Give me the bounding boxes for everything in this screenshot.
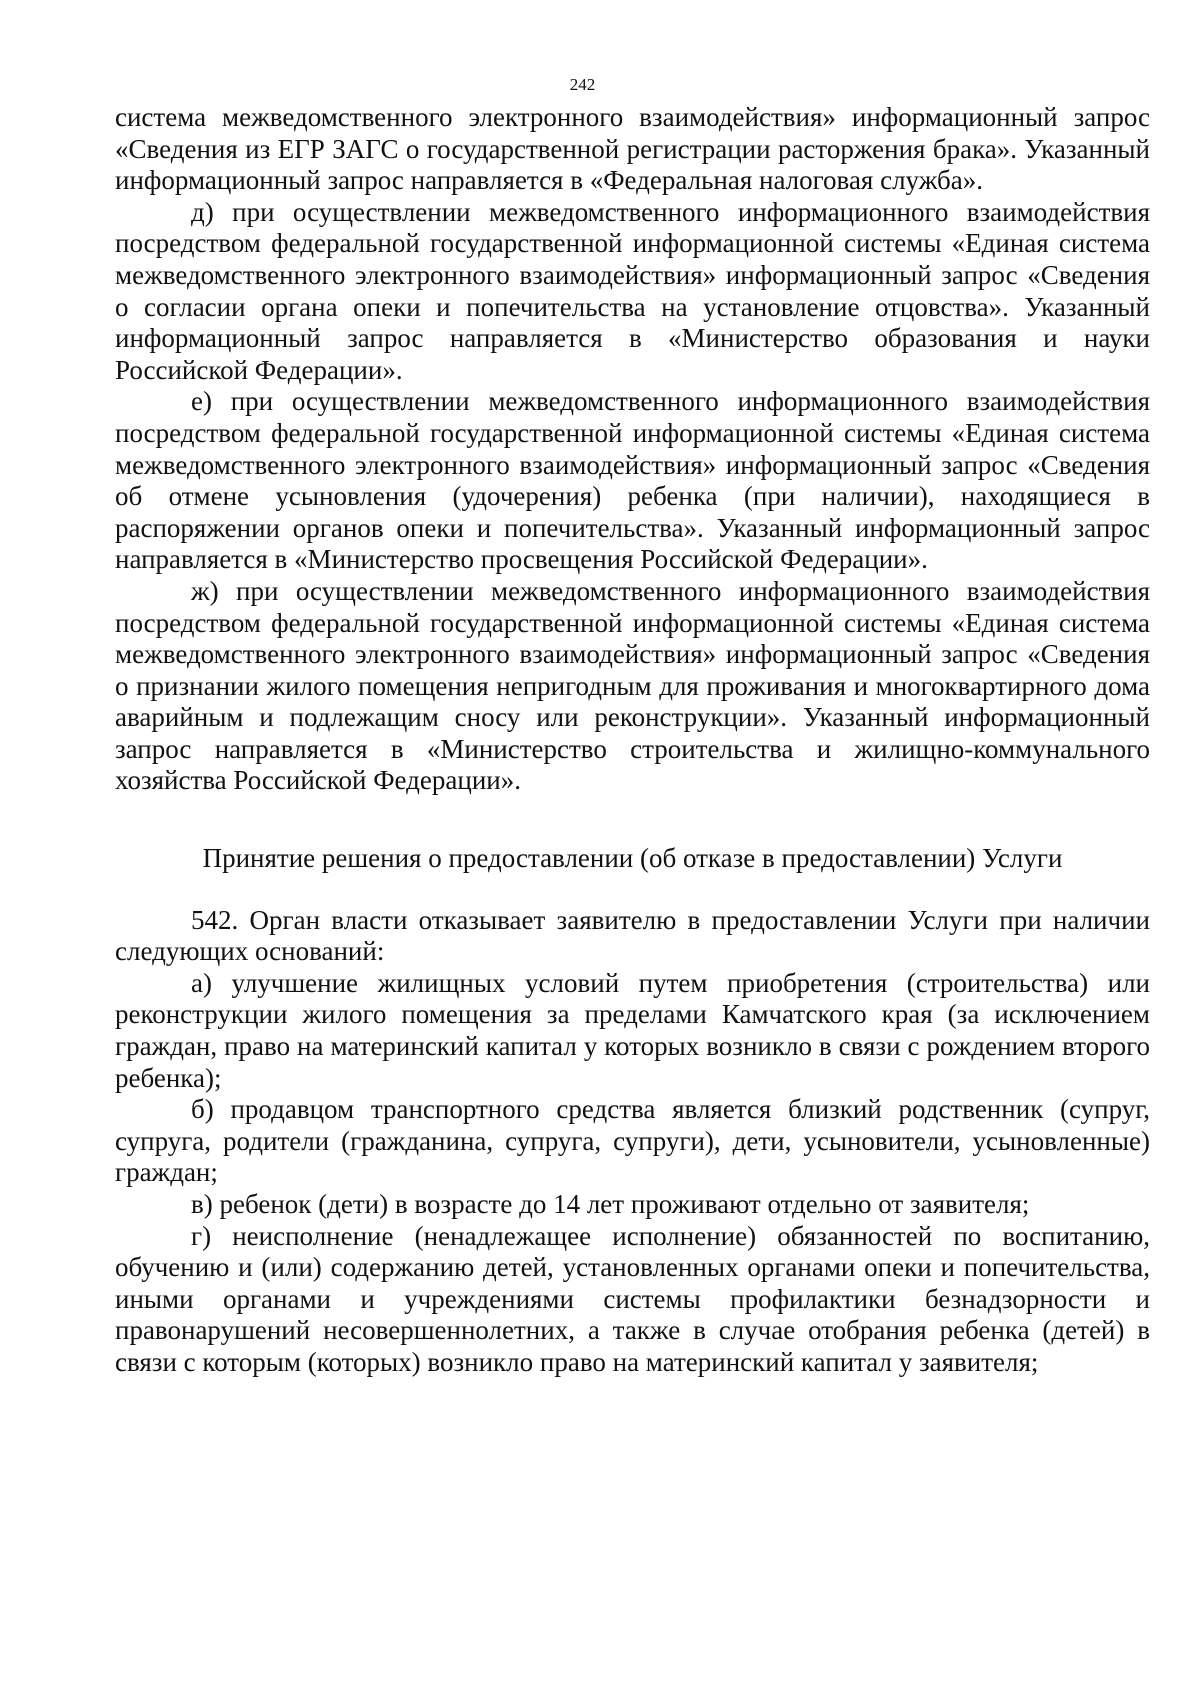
- body-text-bottom: [115, 905, 1150, 1379]
- paragraph: система межведомственного электронного взаимодействия» информационный запрос «Сведения из ЕГР ЗАГС о государственной регистрации расторжения брака». Указанный информационный запрос направляется в «Федеральная налоговая служба».: [115, 102, 1150, 196]
- paragraph: в) ребенок (дети) в возрасте до 14 лет проживают отдельно от заявителя;: [191, 1189, 1030, 1219]
- paragraph: б) продавцом транспортного средства является близкий родственник (супруг, супруга, родители (гражданина, супруга, супруги), дети, усыновители, усыновленные) граждан;: [115, 1094, 1150, 1188]
- paragraph: а) улучшение жилищных условий путем приобретения (строительства) или реконструкции жилого помещения за пределами Камчатского края (за исключением граждан, право на материнский капитал у которых возникло в связи с рождением второго ребенка);: [115, 967, 1150, 1093]
- body-text-top: [115, 102, 1150, 797]
- page-number: 242: [569, 75, 596, 94]
- paragraph: г) неисполнение (ненадлежащее исполнение) обязанностей по воспитанию, обучению и (или) содержанию детей, установленных органами опеки и попечительства, иными органами и учреждениями системы профилактики безнадзорности и правонарушений несовершеннолетних, а также в случае отобрания ребенка (детей) в связи с которым (которых) возникло право на материнский капитал у заявителя;: [115, 1220, 1150, 1377]
- section-heading: Принятие решения о предоставлении (об отказе в предоставлении) Услуги: [202, 843, 1063, 874]
- paragraph: 542. Орган власти отказывает заявителю в предоставлении Услуги при наличии следующих оснований:: [115, 904, 1150, 967]
- paragraph: е) при осуществлении межведомственного информационного взаимодействия посредством федеральной государственной информационной системы «Единая система межведомственного электронного взаимодействия» информационный запрос «Сведения об отмене усыновления (удочерения) ребенка (при наличии), находящиеся в распоряжении органов опеки и попечительства». Указанный информационный запрос направляется в «Министерство просвещения Российской Федерации».: [115, 386, 1150, 575]
- paragraph: д) при осуществлении межведомственного информационного взаимодействия посредством федеральной государственной информационной системы «Единая система межведомственного электронного взаимодействия» информационный запрос «Сведения о согласии органа опеки и попечительства на установление отцовства». Указанный информационный запрос направляется в «Министерство образования и науки Российской Федерации».: [115, 196, 1150, 385]
- paragraph: ж) при осуществлении межведомственного информационного взаимодействия посредством федеральной государственной информационной системы «Единая система межведомственного электронного взаимодействия» информационный запрос «Сведения о признании жилого помещения непригодным для проживания и многоквартирного дома аварийным и подлежащим сносу или реконструкции». Указанный информационный запрос направляется в «Министерство строительства и жилищно-коммунального хозяйства Российской Федерации».: [115, 575, 1150, 796]
